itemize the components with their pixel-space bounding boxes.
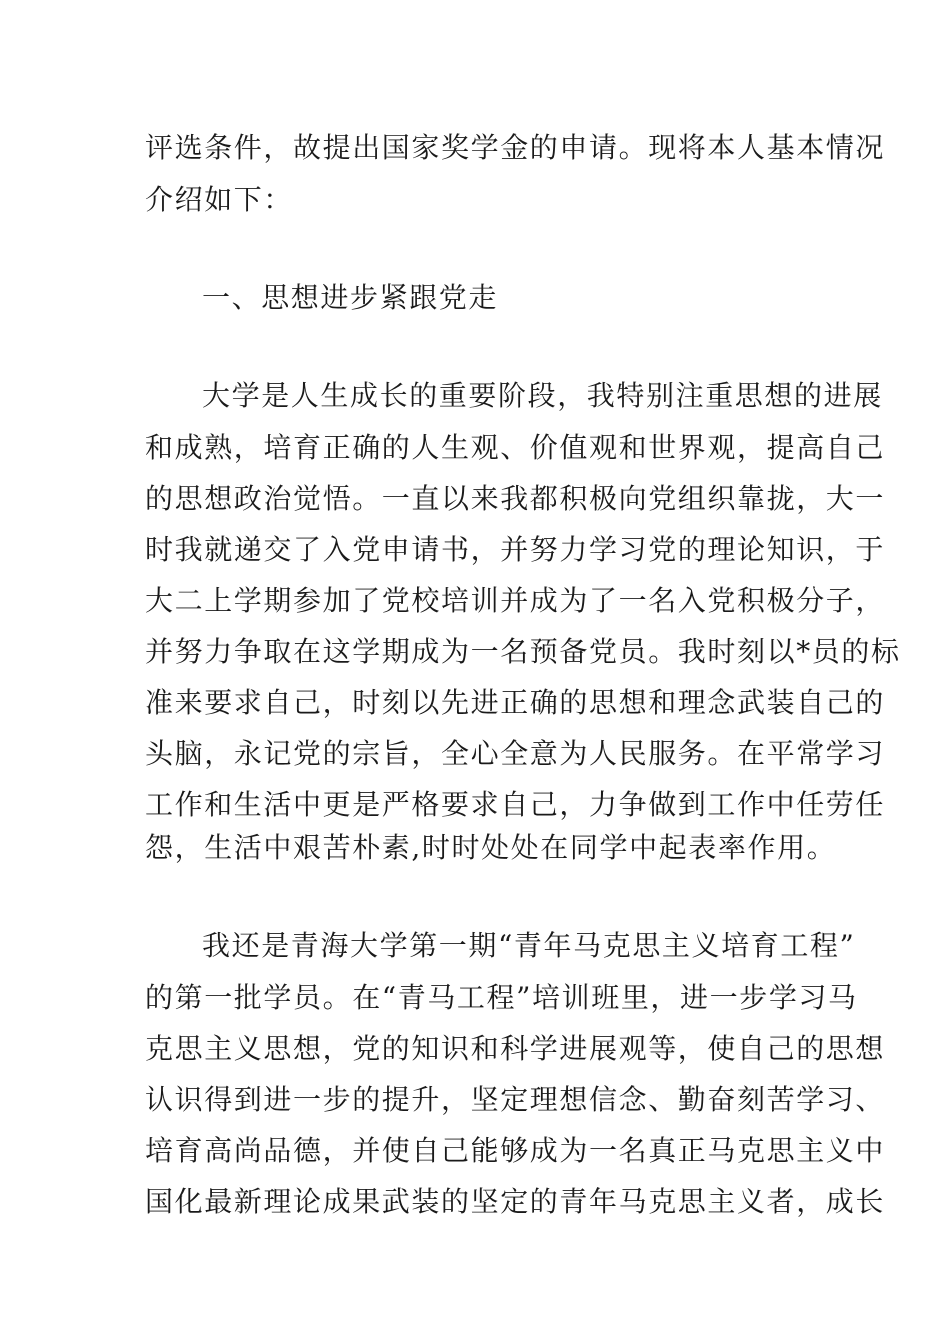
text-line: 大学是人生成长的重要阶段，我特别注重思想的进展 (202, 379, 883, 412)
text-line: 怨，生活中艰苦朴素,时时处处在同学中起表率作用。 (145, 831, 837, 864)
section-heading: 一、思想进步紧跟党走 (202, 281, 499, 314)
text-line: 准来要求自己，时刻以先进正确的思想和理念武装自己的 (145, 686, 886, 719)
text-line: 介绍如下： (145, 183, 294, 216)
text-line: 并努力争取在这学期成为一名预备党员。我时刻以*员的标 (145, 635, 901, 668)
text-line: 国化最新理论成果武装的坚定的青年马克思主义者，成长 (145, 1185, 886, 1218)
text-line: 工作和生活中更是严格要求自己，力争做到工作中任劳任 (145, 788, 886, 821)
text-line: 克思主义思想，党的知识和科学进展观等，使自己的思想 (145, 1032, 886, 1065)
text-line: 培育高尚品德，并使自己能够成为一名真正马克思主义中 (145, 1134, 886, 1167)
text-line: 和成熟，培育正确的人生观、价值观和世界观，提高自己 (145, 431, 886, 464)
text-line: 评选条件，故提出国家奖学金的申请。现将本人基本情况 (145, 131, 886, 164)
text-line: 头脑，永记党的宗旨，全心全意为人民服务。在平常学习 (145, 737, 886, 770)
text-line: 认识得到进一步的提升，坚定理想信念、勤奋刻苦学习、 (145, 1083, 886, 1116)
text-line: 时我就递交了入党申请书，并努力学习党的理论知识，于 (145, 533, 886, 566)
text-line: 的思想政治觉悟。一直以来我都积极向党组织靠拢，大一 (145, 482, 886, 515)
text-line: 大二上学期参加了党校培训并成为了一名入党积极分子， (145, 584, 886, 617)
text-line: 我还是青海大学第一期“青年马克思主义培育工程” (202, 929, 856, 962)
text-line: 的第一批学员。在“青马工程”培训班里，进一步学习马 (145, 981, 858, 1014)
